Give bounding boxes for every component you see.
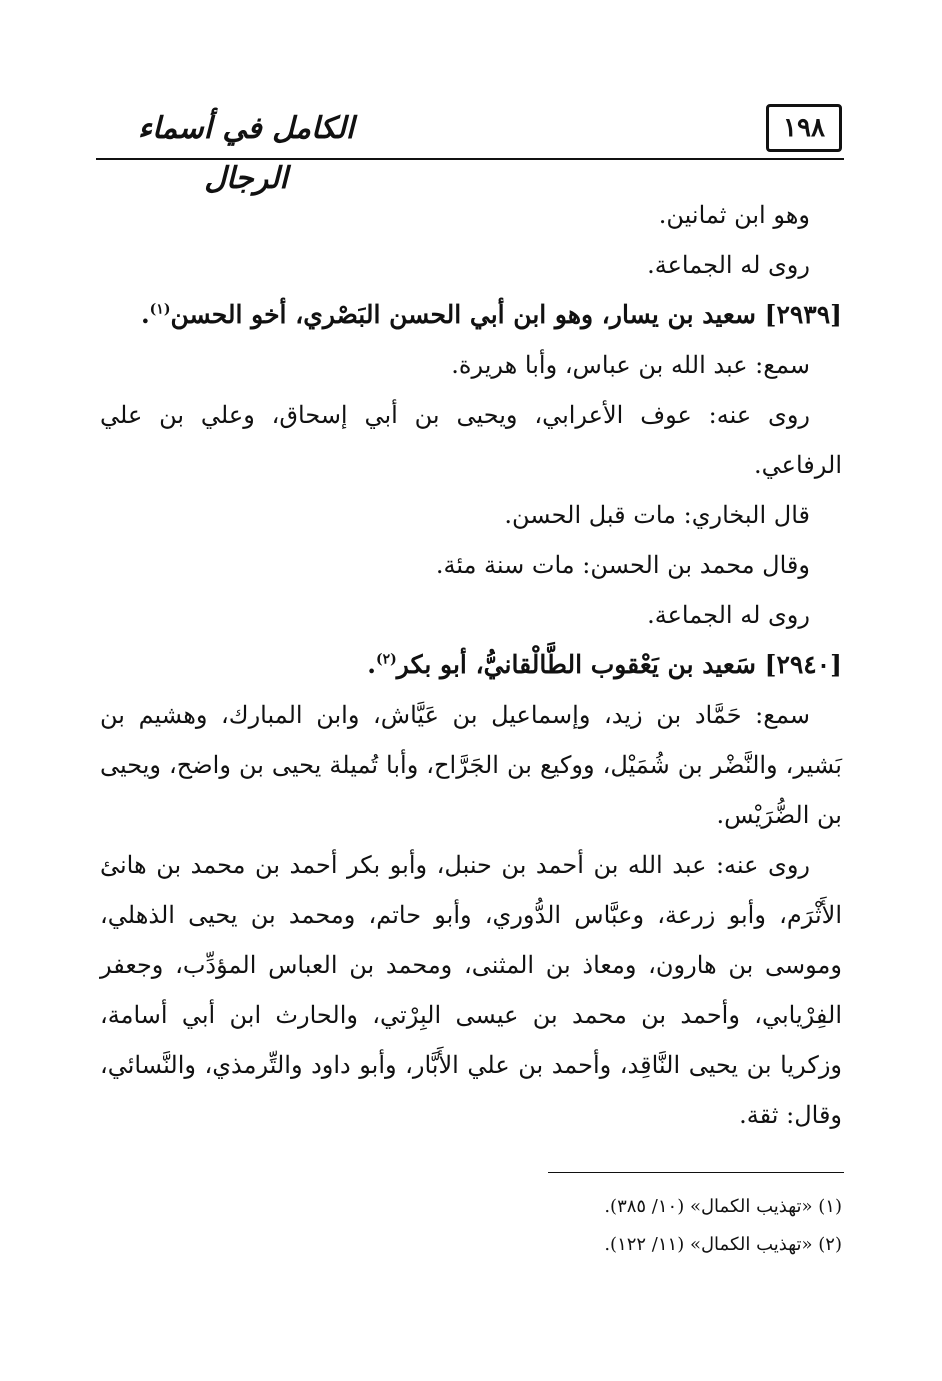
page-number-text: ١٩٨ — [783, 113, 825, 143]
entry-heading — [100, 290, 842, 340]
entry-heading-text: [٢٩٣٩] سعيد بن يسار، وهو ابن أبي الحسن البَصْري، أخو الحسن — [170, 300, 842, 329]
footnote-marker: (١) — [149, 301, 171, 318]
paragraph: سمع: حَمَّاد بن زيد، وإسماعيل بن عَيَّاش، وابن المبارك، وهشيم بن بَشير، والنَّضْر بن شُمَيْل، ووكيع بن الجَرَّاح، وأبا تُميلة يحيى بن واضح، ويحيى بن الضُّرَيْس. — [100, 701, 842, 829]
running-title: الكامل في أسماء الرجال — [137, 111, 355, 196]
footnote-marker: (٢) — [376, 651, 397, 668]
footnote-divider — [548, 1172, 844, 1173]
header-divider — [96, 158, 844, 160]
paragraph: سمع: عبد الله بن عباس، وأبا هريرة. — [451, 351, 810, 379]
footnote: (١) «تهذيب الكمال» (١٠/ ٣٨٥). — [604, 1196, 842, 1217]
heading-end: . — [367, 650, 377, 679]
footnotes — [300, 1188, 842, 1264]
page-number — [766, 104, 842, 152]
entry-heading — [100, 640, 842, 690]
heading-end: . — [140, 300, 150, 329]
paragraph: روى عنه: عبد الله بن أحمد بن حنبل، وأبو بكر أحمد بن محمد بن هانئ الأَثْرَم، وأبو زرعة، وعبَّاس الدُّوري، وأبو حاتم، ومحمد بن يحيى الذهلي، وموسى بن هارون، ومعاذ بن المثنى، ومحمد بن العباس المؤدِّب، وجعفر الفِرْيابي، وأحمد بن محمد بن عيسى البِرْتي، والحارث ابن أبي أسامة، وزكريا بن يحيى النَّاقِد، وأحمد بن علي الأَبَّار، وأبو داود والتِّرمذي، والنَّسائي، وقال: ثقة. — [100, 851, 842, 1129]
footnote: (٢) «تهذيب الكمال» (١١/ ١٢٢). — [604, 1234, 842, 1255]
paragraph: روى له الجماعة. — [647, 251, 810, 279]
main-text — [100, 190, 842, 1140]
paragraph: وقال محمد بن الحسن: مات سنة مئة. — [435, 551, 810, 579]
paragraph: روى له الجماعة. — [647, 601, 810, 629]
entry-heading-text: [٢٩٤٠] سَعيد بن يَعْقوب الطَّالْقانيُّ، أبو بكر — [396, 650, 842, 679]
paragraph: قال البخاري: مات قبل الحسن. — [504, 501, 810, 529]
paragraph: وهو ابن ثمانين. — [658, 201, 810, 229]
paragraph: روى عنه: عوف الأعرابي، ويحيى بن أبي إسحاق، وعلي بن علي الرفاعي. — [100, 401, 842, 479]
